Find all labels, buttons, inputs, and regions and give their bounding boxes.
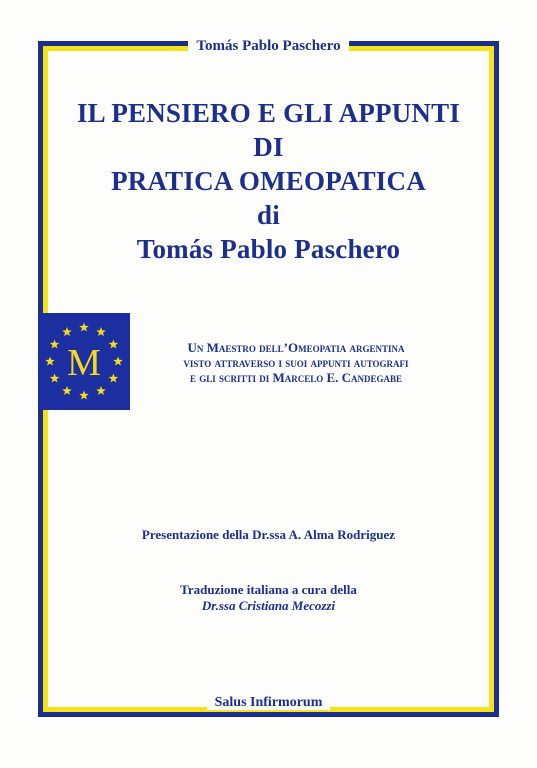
translator-name: Dr.ssa Cristiana Mecozzi — [201, 598, 336, 613]
publisher: Salus Infirmorum — [0, 693, 537, 713]
title-line: Tomás Pablo Paschero — [136, 234, 401, 264]
translation-label: Traduzione italiana a cura della — [180, 582, 357, 597]
subtitle — [130, 340, 462, 385]
marian-stars-logo — [38, 313, 130, 410]
svg-text:M: M — [67, 342, 101, 384]
title-line: DI — [253, 132, 284, 162]
title-line: PRATICA OMEOPATICA — [111, 166, 426, 196]
title-line: di — [257, 200, 280, 230]
translation-credit — [40, 582, 497, 614]
subtitle-line: Un Maestro dell’Omeopatia argentina — [187, 340, 405, 355]
title-line: IL PENSIERO E GLI APPUNTI — [76, 98, 461, 128]
book-title — [40, 96, 497, 266]
author-top: Tomás Pablo Paschero — [0, 36, 537, 56]
presentation-credit: Presentazione della Dr.ssa A. Alma Rodriguez — [141, 527, 396, 542]
subtitle-line: visto attraverso i suoi appunti autografi — [183, 355, 409, 370]
star-circle-m-icon — [38, 313, 130, 410]
subtitle-line: e gli scritti di Marcelo E. Candegabe — [189, 370, 403, 385]
